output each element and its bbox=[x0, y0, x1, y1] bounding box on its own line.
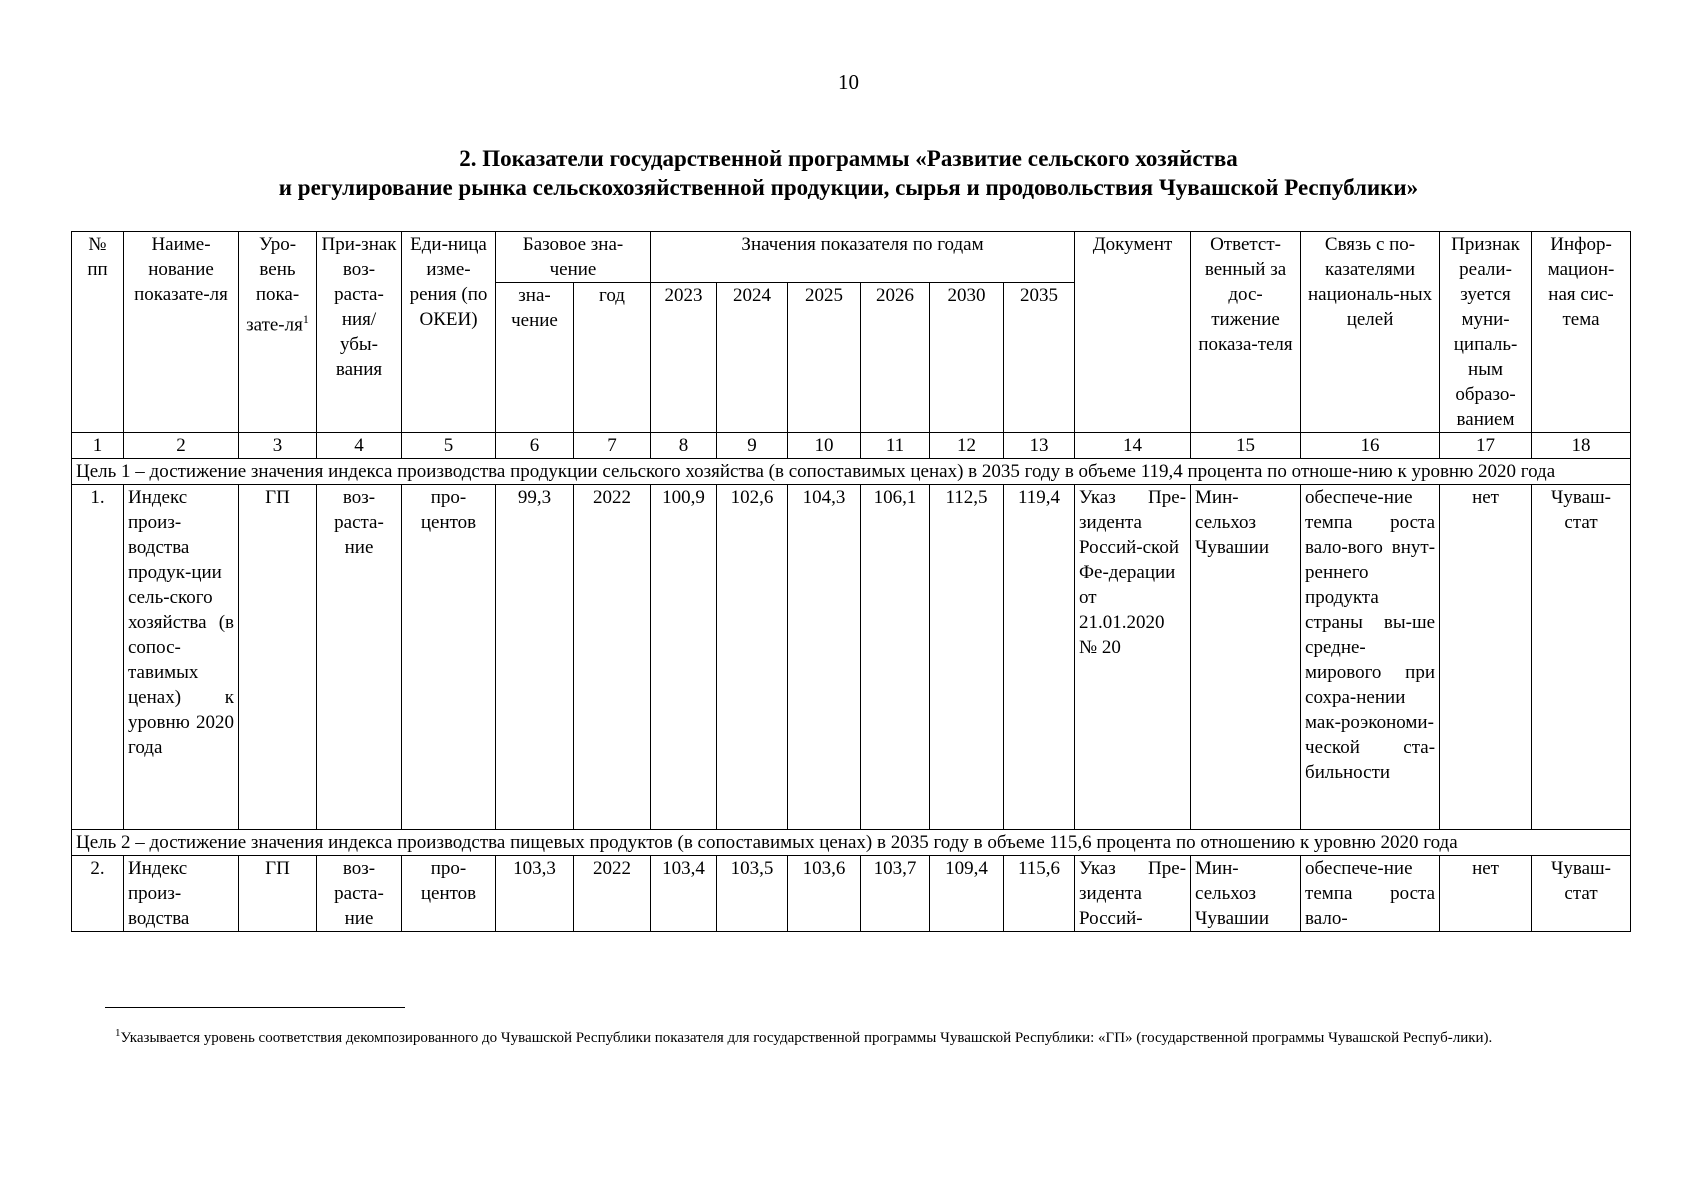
indicator-row-2 bbox=[72, 856, 1631, 932]
footnote bbox=[115, 1022, 1595, 1049]
page-number: 10 bbox=[838, 70, 859, 94]
indicator-name: Индекс произ-водства bbox=[124, 856, 239, 932]
base-value: 99,3 bbox=[496, 485, 574, 830]
indicator-responsible: Мин-сельхоз Чувашии bbox=[1191, 485, 1301, 830]
footnote-ref: 1 bbox=[302, 312, 309, 326]
indicator-link: обеспече-ние темпа роста вало- bbox=[1301, 856, 1440, 932]
indicator-unit: про-центов bbox=[402, 856, 496, 932]
column-number: 11 bbox=[861, 433, 930, 459]
base-value: 103,3 bbox=[496, 856, 574, 932]
header-info: Инфор-мацион-ная сис-тема bbox=[1532, 232, 1631, 433]
year-value: 102,6 bbox=[717, 485, 788, 830]
footnote-text: Указывается уровень соответствия декомпозированного до Чувашской Республики показателя для государственной программы Чувашской Республики: «ГП» (государственной программы Чувашской Респуб-лики). bbox=[120, 1030, 1493, 1046]
column-number: 16 bbox=[1301, 433, 1440, 459]
column-number: 8 bbox=[651, 433, 717, 459]
footnote-divider bbox=[105, 1007, 405, 1008]
header-level-text: Уро-вень пока-зате-ля bbox=[246, 234, 303, 336]
header-year: 2026 bbox=[861, 283, 930, 433]
indicator-level: ГП bbox=[239, 856, 317, 932]
column-number: 6 bbox=[496, 433, 574, 459]
indicator-info: Чуваш-стат bbox=[1532, 485, 1631, 830]
column-number: 5 bbox=[402, 433, 496, 459]
header-base-year: год bbox=[574, 283, 651, 433]
indicator-name: Индекс произ-водства продук-ции сель-ского хозяйства (в сопос-тавимых ценах) к уровню 2020 года bbox=[124, 485, 239, 830]
year-value: 103,7 bbox=[861, 856, 930, 932]
column-number: 4 bbox=[317, 433, 402, 459]
year-value: 115,6 bbox=[1004, 856, 1075, 932]
document-title bbox=[0, 144, 1697, 202]
header-unit: Еди-ница изме-рения (по ОКЕИ) bbox=[402, 232, 496, 433]
indicator-document: Указ Пре-зидента Россий-ской Фе-дерации от 21.01.2020 № 20 bbox=[1075, 485, 1191, 830]
goal-text: Цель 1 – достижение значения индекса производства продукции сельского хозяйства (в сопоставимых ценах) в 2035 году в объеме 119,4 процента по отноше-нию к уровню 2020 года bbox=[72, 459, 1631, 485]
year-value: 103,5 bbox=[717, 856, 788, 932]
header-municipal: Признак реали-зуется муни-ципаль-ным образо-ванием bbox=[1440, 232, 1532, 433]
header-year: 2030 bbox=[930, 283, 1004, 433]
indicator-sign: воз-раста-ние bbox=[317, 856, 402, 932]
title-line-1: 2. Показатели государственной программы «Развитие сельского хозяйства bbox=[459, 146, 1238, 171]
column-number: 2 bbox=[124, 433, 239, 459]
column-number: 9 bbox=[717, 433, 788, 459]
column-number: 1 bbox=[72, 433, 124, 459]
header-level bbox=[239, 232, 317, 433]
column-number-row bbox=[72, 433, 1631, 459]
column-number: 3 bbox=[239, 433, 317, 459]
header-sign: При-знак воз-раста-ния/ убы-вания bbox=[317, 232, 402, 433]
header-year: 2025 bbox=[788, 283, 861, 433]
header-link: Связь с по-казателями националь-ных целей bbox=[1301, 232, 1440, 433]
year-value: 119,4 bbox=[1004, 485, 1075, 830]
column-number: 15 bbox=[1191, 433, 1301, 459]
column-number: 10 bbox=[788, 433, 861, 459]
title-line-2: и регулирование рынка сельскохозяйственной продукции, сырья и продовольствия Чувашской Республики» bbox=[278, 175, 1419, 200]
header-responsible: Ответст-венный за дос-тижение показа-теля bbox=[1191, 232, 1301, 433]
indicator-row-1 bbox=[72, 485, 1631, 830]
goal-row-1 bbox=[72, 459, 1631, 485]
indicator-municipal: нет bbox=[1440, 856, 1532, 932]
column-number: 14 bbox=[1075, 433, 1191, 459]
indicator-responsible: Мин-сельхоз Чувашии bbox=[1191, 856, 1301, 932]
goal-row-2 bbox=[72, 830, 1631, 856]
indicators-table bbox=[71, 231, 1631, 932]
indicator-document: Указ Пре-зидента Россий- bbox=[1075, 856, 1191, 932]
column-number: 18 bbox=[1532, 433, 1631, 459]
year-value: 106,1 bbox=[861, 485, 930, 830]
base-year: 2022 bbox=[574, 485, 651, 830]
header-num: № пп bbox=[72, 232, 124, 433]
year-value: 109,4 bbox=[930, 856, 1004, 932]
header-year: 2023 bbox=[651, 283, 717, 433]
indicator-unit: про-центов bbox=[402, 485, 496, 830]
column-number: 12 bbox=[930, 433, 1004, 459]
indicator-municipal: нет bbox=[1440, 485, 1532, 830]
indicator-sign: воз-раста-ние bbox=[317, 485, 402, 830]
header-values: Значения показателя по годам bbox=[651, 232, 1075, 283]
header-base: Базовое зна-чение bbox=[496, 232, 651, 283]
column-number: 17 bbox=[1440, 433, 1532, 459]
header-name: Наиме-нование показате-ля bbox=[124, 232, 239, 433]
year-value: 104,3 bbox=[788, 485, 861, 830]
indicator-num: 1. bbox=[72, 485, 124, 830]
footnote-mark: 1 bbox=[115, 1027, 121, 1039]
indicator-link: обеспече-ние темпа роста вало-вого внут-реннего продукта страны вы-ше средне-мирового при сохра-нении мак-роэкономи-ческой ста-бильности bbox=[1301, 485, 1440, 830]
header-row bbox=[72, 232, 1631, 283]
year-value: 100,9 bbox=[651, 485, 717, 830]
indicator-num: 2. bbox=[72, 856, 124, 932]
indicator-info: Чуваш-стат bbox=[1532, 856, 1631, 932]
year-value: 112,5 bbox=[930, 485, 1004, 830]
indicator-level: ГП bbox=[239, 485, 317, 830]
base-year: 2022 bbox=[574, 856, 651, 932]
header-base-value: зна-чение bbox=[496, 283, 574, 433]
year-value: 103,6 bbox=[788, 856, 861, 932]
header-document: Документ bbox=[1075, 232, 1191, 433]
column-number: 13 bbox=[1004, 433, 1075, 459]
header-year: 2024 bbox=[717, 283, 788, 433]
header-year: 2035 bbox=[1004, 283, 1075, 433]
column-number: 7 bbox=[574, 433, 651, 459]
year-value: 103,4 bbox=[651, 856, 717, 932]
goal-text: Цель 2 – достижение значения индекса производства пищевых продуктов (в сопоставимых ценах) в 2035 году в объеме 115,6 процента по отношению к уровню 2020 года bbox=[72, 830, 1631, 856]
